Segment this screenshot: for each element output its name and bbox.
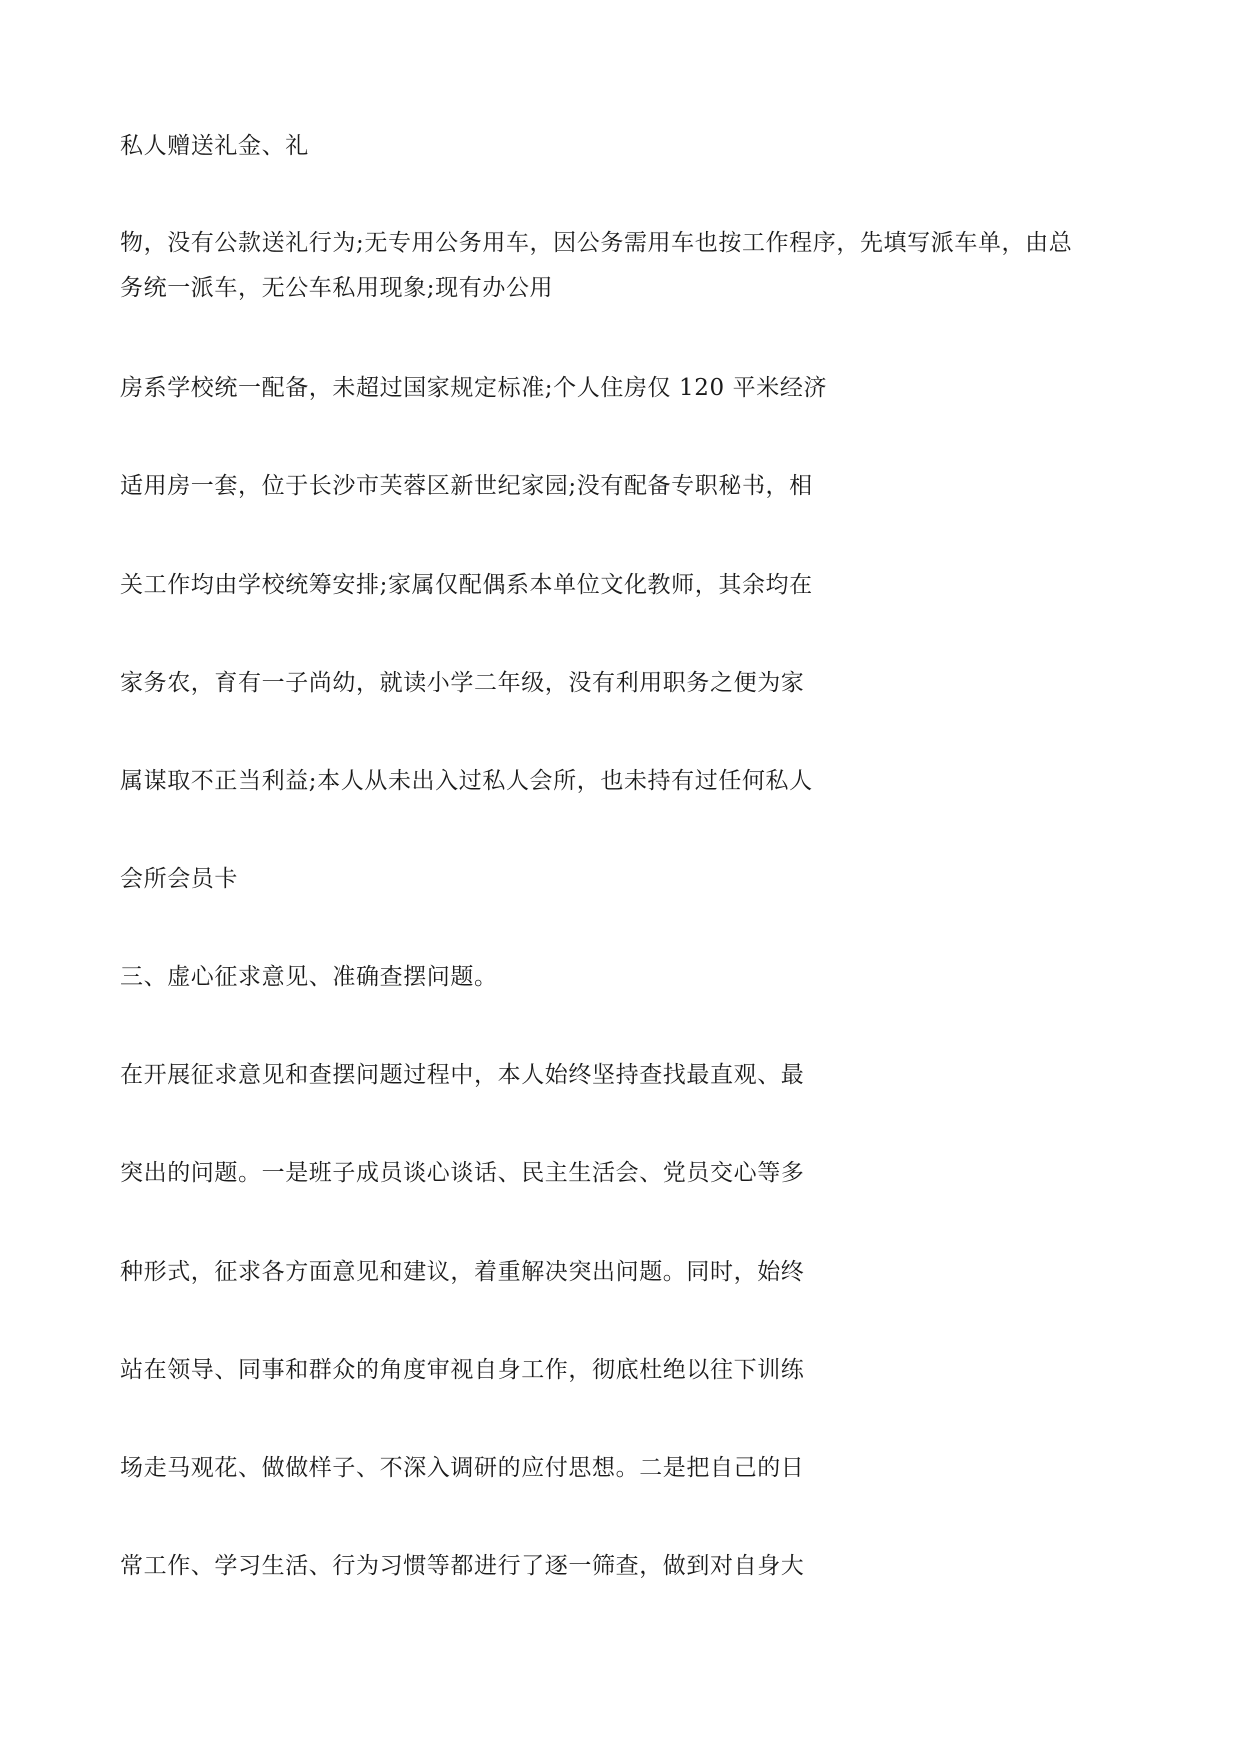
text-line-4: 房系学校统一配备，未超过国家规定标准;个人住房仅 120 平米经济	[120, 375, 828, 401]
section-heading: 三、虚心征求意见、准确查摆问题。	[120, 964, 498, 990]
text-line-12: 突出的问题。一是班子成员谈心谈话、民主生活会、党员交心等多	[120, 1160, 805, 1186]
text-line-3: 务统一派车，无公车私用现象;现有办公用	[120, 275, 554, 301]
text-line-11: 在开展征求意见和查摆问题过程中，本人始终坚持查找最直观、最	[120, 1062, 805, 1088]
text-line-1: 私人赠送礼金、礼	[120, 133, 309, 159]
text-line-15: 场走马观花、做做样子、不深入调研的应付思想。二是把自己的日	[120, 1455, 805, 1481]
text-line-5: 适用房一套，位于长沙市芙蓉区新世纪家园;没有配备专职秘书，相	[120, 473, 813, 499]
text-line-6: 关工作均由学校统筹安排;家属仅配偶系本单位文化教师，其余均在	[120, 572, 813, 598]
text-line-14: 站在领导、同事和群众的角度审视自身工作，彻底杜绝以往下训练	[120, 1357, 805, 1383]
text-line-2: 物，没有公款送礼行为;无专用公务用车，因公务需用车也按工作程序，先填写派车单，由总	[120, 230, 1073, 256]
text-line-16: 常工作、学习生活、行为习惯等都进行了逐一筛查，做到对自身大	[120, 1553, 805, 1579]
text-line-9: 会所会员卡	[120, 866, 238, 892]
text-line-8: 属谋取不正当利益;本人从未出入过私人会所，也未持有过任何私人	[120, 768, 813, 794]
text-line-7: 家务农，育有一子尚幼，就读小学二年级，没有利用职务之便为家	[120, 670, 805, 696]
text-line-13: 种形式，征求各方面意见和建议，着重解决突出问题。同时，始终	[120, 1259, 805, 1285]
